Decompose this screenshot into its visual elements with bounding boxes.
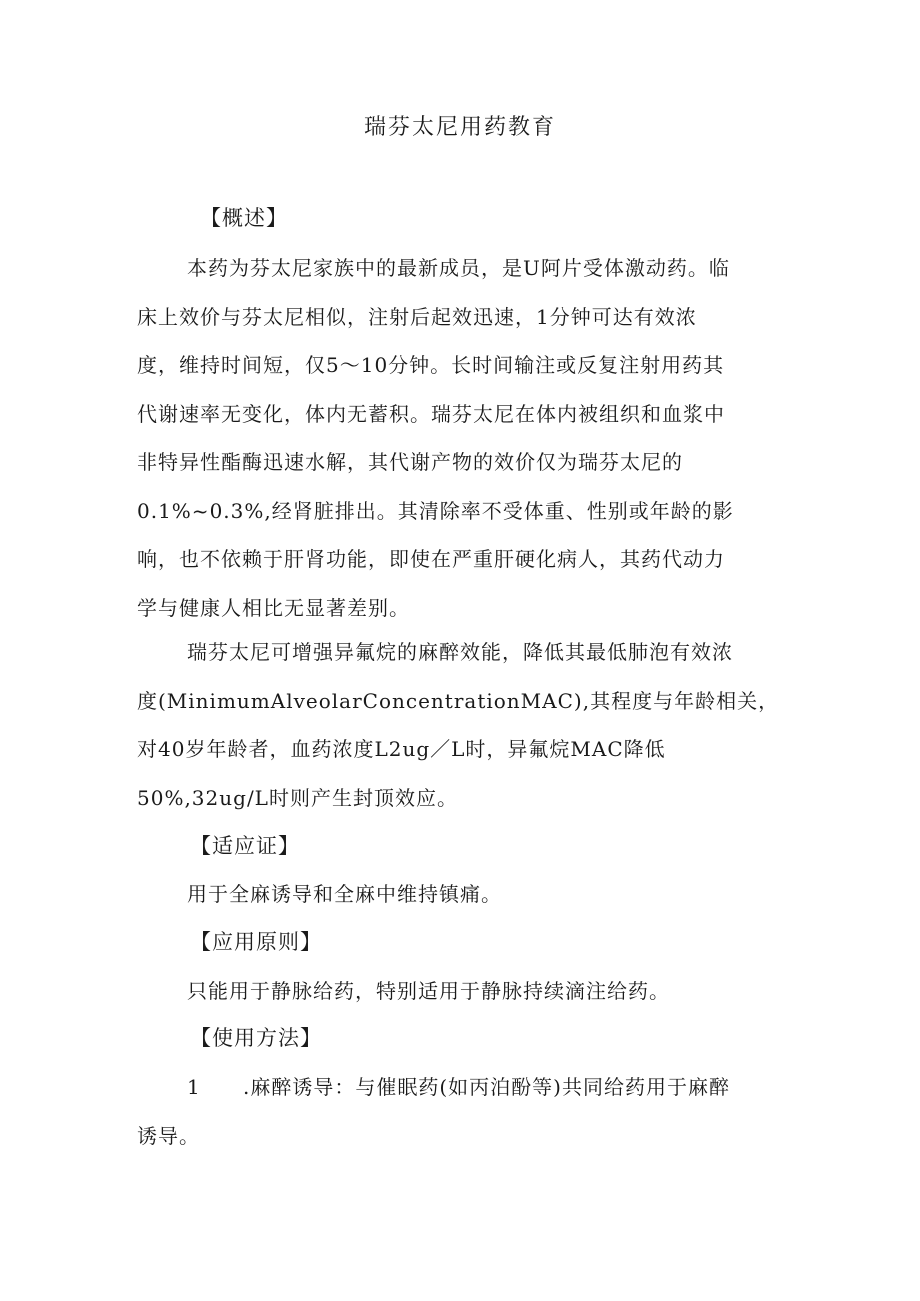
usage-item-1 bbox=[187, 1071, 730, 1100]
paragraph-line: 度(MinimumAlveolarConcentrationMAC),其程度与年龄相关， bbox=[137, 688, 780, 713]
usage-item-number: 1 bbox=[187, 1075, 201, 1099]
usage-item-text: .麻醉诱导：与催眠药(如丙泊酚等)共同给药用于麻醉 bbox=[243, 1075, 730, 1099]
paragraph-line: 床上效价与芬太尼相似，注射后起效迅速，1分钟可达有效浓 bbox=[137, 304, 697, 329]
paragraph-line: 0.1%~0.3%,经肾脏排出。其清除率不受体重、性别或年龄的影 bbox=[137, 498, 734, 523]
paragraph-line: 本药为芬太尼家族中的最新成员，是U阿片受体激动药。临 bbox=[187, 256, 730, 280]
paragraph-line: 代谢速率无变化，体内无蓄积。瑞芬太尼在体内被组织和血浆中 bbox=[137, 401, 725, 426]
paragraph-line: 学与健康人相比无显著差别。 bbox=[137, 595, 410, 620]
overview-paragraph-1 bbox=[137, 244, 797, 632]
indications-heading: 【适应证】 bbox=[190, 834, 300, 858]
document-title: 瑞芬太尼用药教育 bbox=[363, 115, 556, 140]
principles-text: 只能用于静脉给药，特别适用于静脉持续滴注给药。 bbox=[187, 979, 670, 1003]
usage-item-1-continuation: 诱导。 bbox=[137, 1124, 200, 1148]
indications-text: 用于全麻诱导和全麻中维持镇痛。 bbox=[187, 882, 502, 906]
paragraph-line: 50%,32ug/L时则产生封顶效应。 bbox=[137, 785, 458, 810]
overview-paragraph-2 bbox=[137, 628, 797, 822]
paragraph-line: 瑞芬太尼可增强异氟烷的麻醉效能，降低其最低肺泡有效浓 bbox=[187, 640, 733, 664]
principles-heading: 【应用原则】 bbox=[190, 930, 322, 954]
overview-heading: 【概述】 bbox=[200, 206, 288, 230]
usage-heading: 【使用方法】 bbox=[190, 1026, 322, 1050]
paragraph-line: 度，维持时间短，仅5～10分钟。长时间输注或反复注射用药其 bbox=[137, 353, 725, 377]
paragraph-line: 对40岁年龄者，血药浓度L2ug／L时，异氟烷MAC降低 bbox=[137, 737, 666, 761]
paragraph-line: 响，也不依赖于肝肾功能，即使在严重肝硬化病人，其药代动力 bbox=[137, 547, 725, 571]
paragraph-line: 非特异性酯酶迅速水解，其代谢产物的效价仅为瑞芬太尼的 bbox=[137, 450, 683, 474]
